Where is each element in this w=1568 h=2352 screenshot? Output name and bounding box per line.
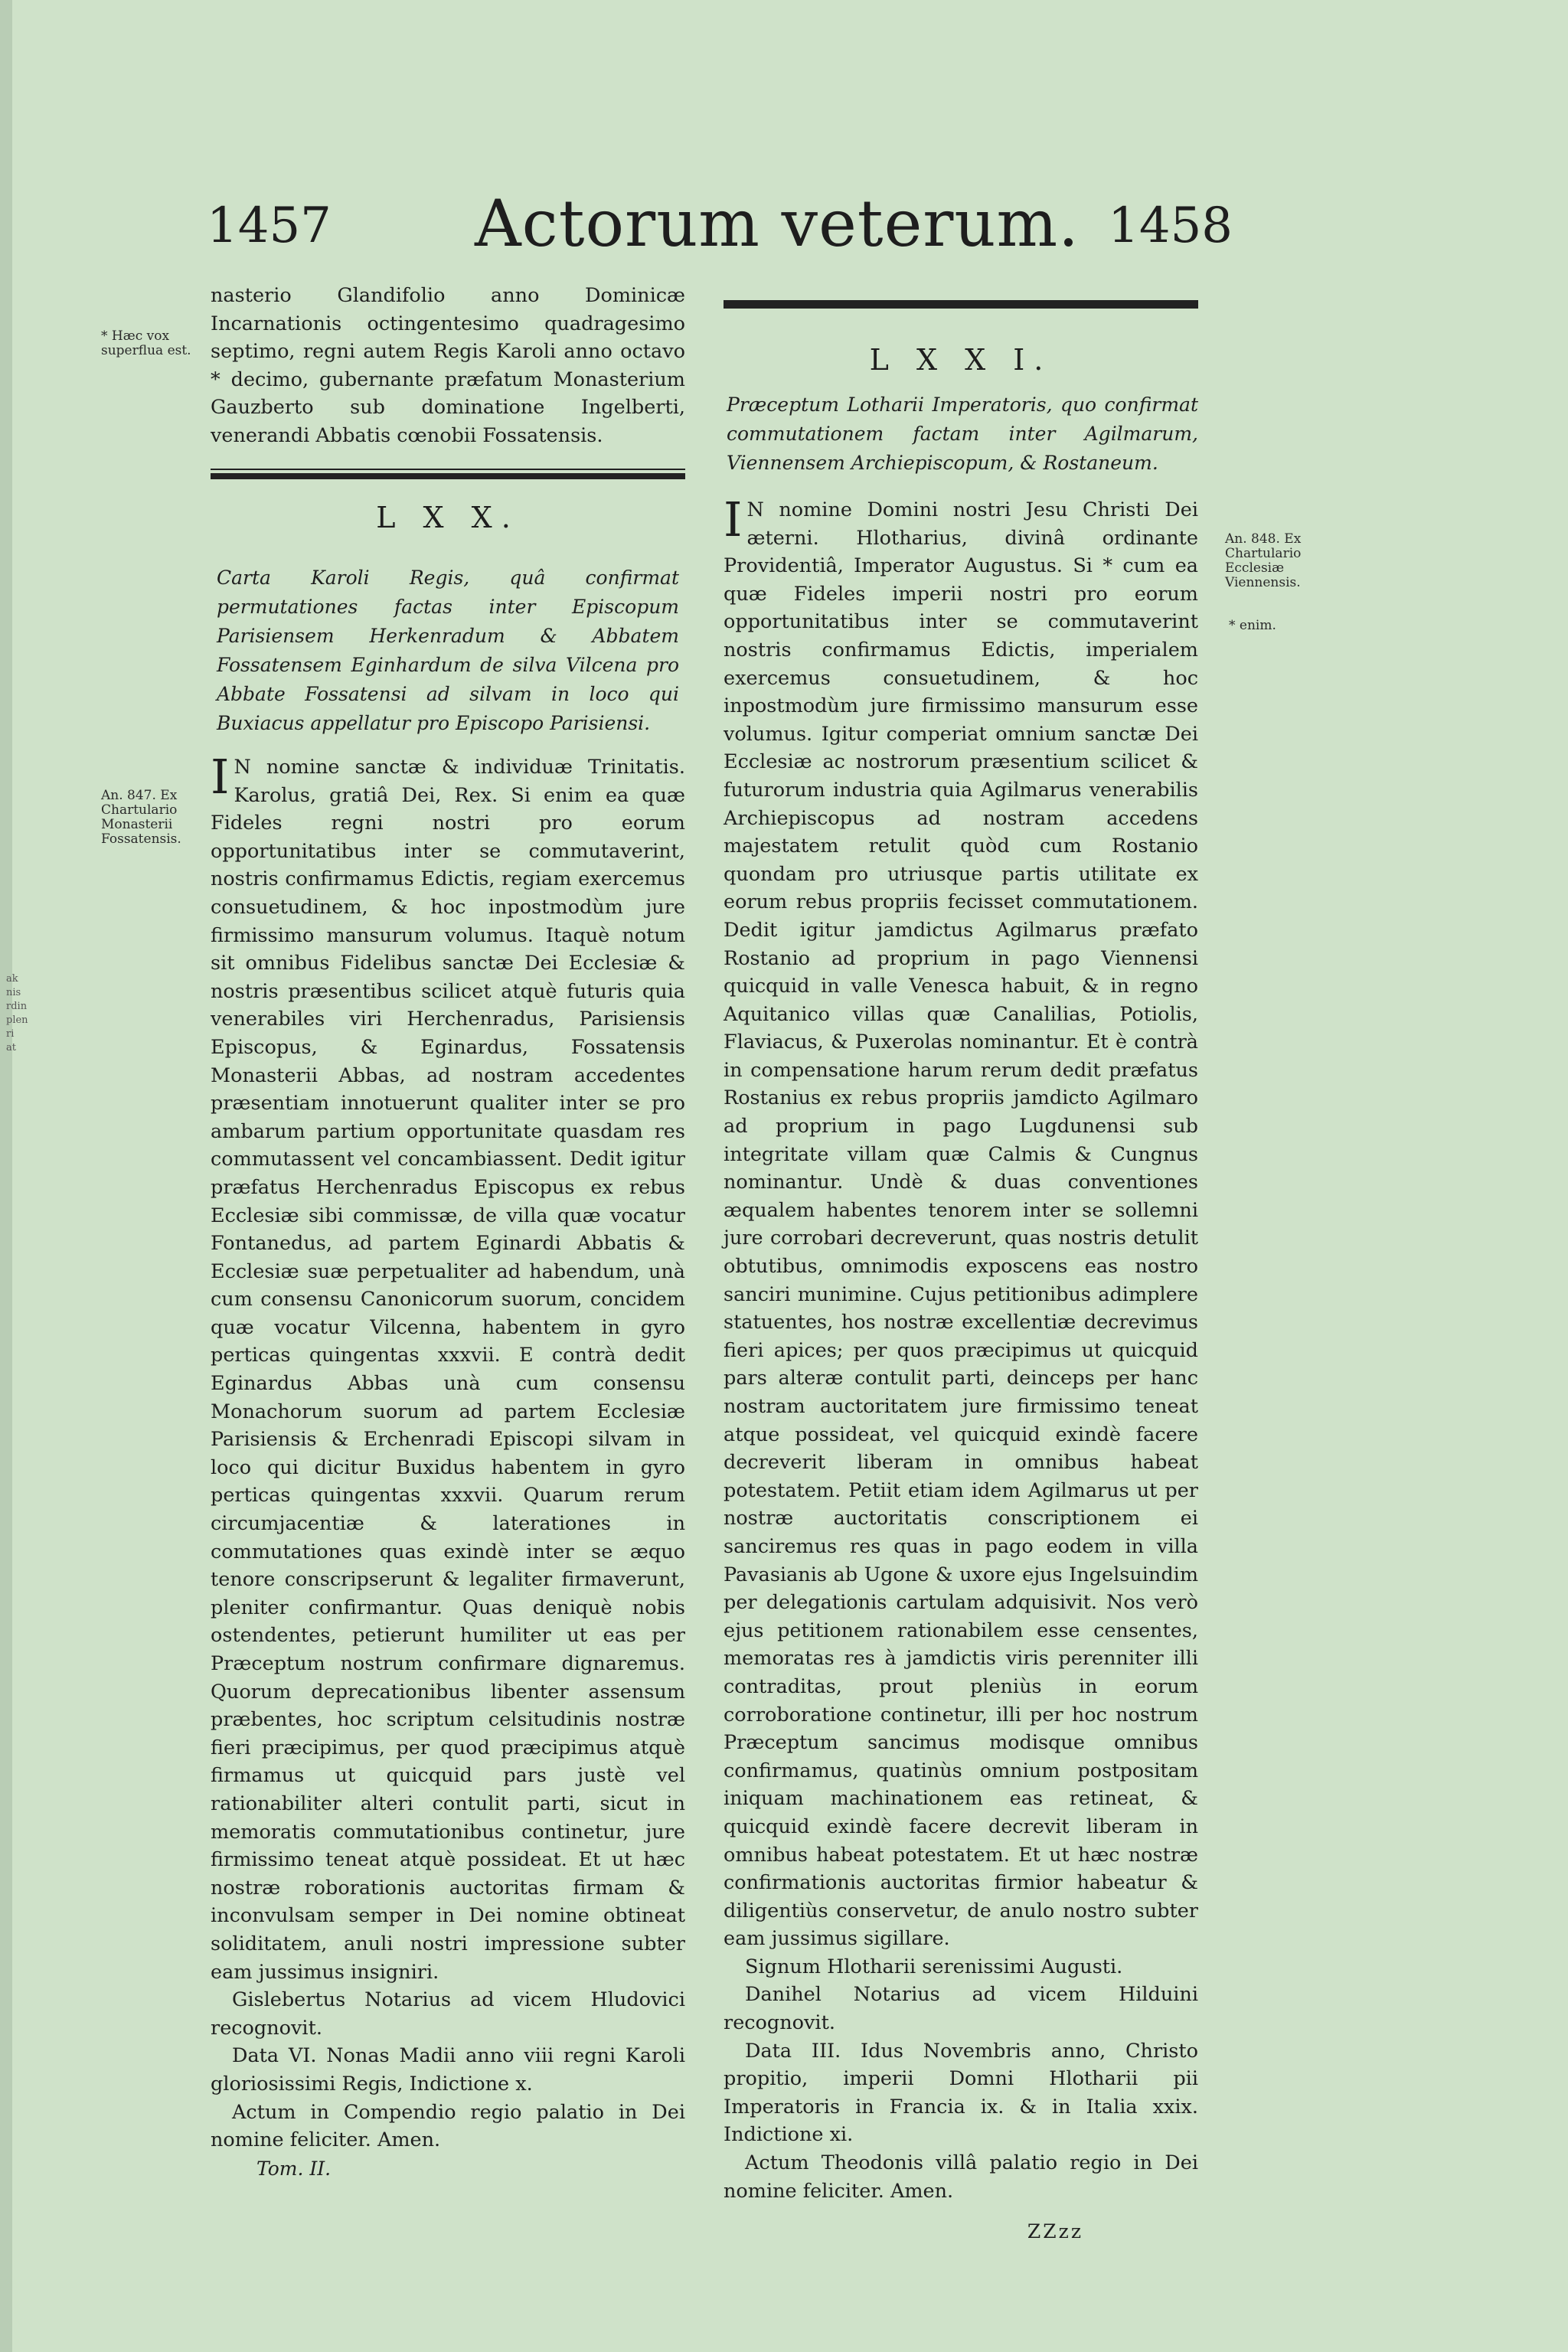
running-title: Actorum veterum. <box>475 186 1080 261</box>
closing-signum: Signum Hlotharii serenissimi Augusti. <box>745 1955 1123 1978</box>
closing-date-right: Data III. Idus Novembris anno, Christo propitio, imperii Domni Hlotharii pii Imperatoris in Francia ix. & in Italia xxix. Indictione xi. <box>724 2039 1198 2147</box>
catchword: ZZzz <box>1027 2220 1083 2243</box>
closing-date: Data VI. Nonas Madii anno viii regni Karoli gloriosissimi Regis, Indictione x. <box>211 2044 685 2096</box>
section-lxxi <box>724 345 1198 2243</box>
margin-note-an-848: An. 848. Ex Chartulario Ecclesiæ Viennensis. <box>1225 531 1302 590</box>
signature-mark: Tom. II. <box>256 2157 332 2180</box>
page-header <box>207 186 1233 276</box>
page-number-left: 1457 <box>207 198 332 254</box>
section-rule <box>211 469 685 479</box>
charter-body: N nomine sanctæ & individuæ Trinitatis. Karolus, gratiâ Dei, Rex. Si enim ea quæ Fideles regni nostri pro eorum opportunitatibus inter se commutaverint, nostris confirmamus Edictis, regiam exercemus consuetudinem, & hoc inpostmodùm jure firmissimo mansurum volumus. Itaquè notum sit omnibus Fidelibus sanctæ Dei Ecclesiæ & nostris præsentibus scilicet atquè futuris quia venerabiles viri Herchenradus, Parisiensis Episcopus, & Eginardus, Fossatensis Monasterii Abbas, ad nostram accedentes præsentiam innotuerunt qualiter inter se pro ambarum partium opportunitate quasdam res commutassent vel concambiassent. Dedit igitur præfatus Herchenradus Episcopus ex rebus Ecclesiæ sibi commissæ, de villa quæ vocatur Fontanedus, ad partem Eginardi Abbatis & Ecclesiæ suæ perpetualiter ad habendum, unà cum consensu Canonicorum suorum, concidem quæ vocatur Vilcenna, habentem in gyro perticas quingentas xxxvii. E contrà dedit Eginardus Abbas unà cum consensu Monachorum suorum ad partem Ecclesiæ Parisiensis & Erchenradi Episcopi silvam in loco qui dicitur Buxidus habentem in gyro perticas quingentas xxxvii. Quarum rerum circumjacentiæ & laterationes in commutationes quas exindè inter se æquo tenore conscripserunt & legaliter firmaverunt, pleniter confirmantur. Quas deniquè nobis ostendentes, petierunt humiliter ut eas per Præceptum nostrum confirmare dignaremus. Quorum deprecationibus libenter assensum præbentes, hoc scriptum celsitudinis nostræ fieri præcipimus, per quod præcipimus atquè firmamus ut quicquid pars justè vel rationabiliter alteri contulit parti, sicut in memoratis commutationibus continetur, jure firmissimo teneat atquè possideat. Et ut hæc nostræ roborationis auctoritas firmam & inconvulsam semper in Dei nomine obtineat soliditatem, anuli nostri impressione subter eam jussimus insigniri. <box>211 756 685 1984</box>
closing-place: Actum in Compendio regio palatio in Dei nomine feliciter. Amen. <box>211 2100 685 2152</box>
margin-note-enim: * enim. <box>1229 618 1276 633</box>
drop-cap-right: I <box>724 492 743 547</box>
continuation-text: nasterio Glandifolio anno Dominicæ Incarnationis octingentesimo quadragesimo septimo, regni autem Regis Karoli anno octavo * decimo, gubernante præfatum Monasterium Gauzberto sub dominatione Ingelberti, venerandi Abbatis cœnobii Fossatensis. <box>211 284 685 447</box>
section-title: Carta Karoli Regis, quâ confirmat permutationes factas inter Episcopum Parisiensem Herkenradum & Abbatem Fossatensem Eginhardum de silva Vilcena pro Abbate Fossatensi ad silvam in loco qui Buxiacus appellatur pro Episcopo Parisiensi. <box>217 567 679 734</box>
section-title-right: Præceptum Lotharii Imperatoris, quo confirmat commutationem factam inter Agilmarum, Viennensem Archiepiscopum, & Rostaneum. <box>727 394 1198 474</box>
margin-note-an-847: An. 847. Ex Chartulario Monasterii Fossatensis. <box>101 788 181 847</box>
drop-cap: I <box>211 749 230 805</box>
page-number-right: 1458 <box>1108 198 1233 254</box>
page-edge <box>0 0 12 2352</box>
charter-text <box>211 749 685 1986</box>
closing-place-right: Actum Theodonis villâ palatio regio in Dei nomine feliciter. Amen. <box>724 2151 1198 2203</box>
bleed-through-text: ak nis rdin plen ri at <box>6 973 28 1054</box>
precept-body: N nomine Domini nostri Jesu Christi Dei æterni. Hlotharius, divinâ ordinante Providentiâ, Imperator Augustus. Si * cum ea quæ Fideles imperii nostri pro eorum opportunitatibus inter se commutaverint nostris confirmamus Edictis, imperialem exercemus consuetudinem, & hoc inpostmodùm jure firmissimo mansurum esse volumus. Igitur comperiat omnium sanctæ Dei Ecclesiæ ac nostrorum præsentium scilicet & futurorum industria quia Agilmarus venerabilis Archiepiscopus ad nostram accedens majestatem retulit quòd cum Rostanio quondam pro utriusque partis utilitate ex eorum rebus propriis fecisset commutationem. Dedit igitur jamdictus Agilmarus præfato Rostanio ad proprium in pago Viennensi quicquid in valle Venesca habuit, & in regno Aquitanico villas quæ Canalilias, Potiolis, Flaviacus, & Puxerolas nominantur. Et è contrà in compensatione harum rerum dedit præfatus Rostanius ex rebus propriis jamdicto Agilmaro ad proprium in pago Lugdunensi sub integritate villam quæ Calmis & Cungnus nominantur. Undè & duas conventiones æqualem habentes tenorem inter se sollemni jure corrobari decreverunt, quas nostris detulit obtutibus, omnimodis exposcens eas nostro sanciri munimine. Cujus petitionibus adimplere statuentes, hos nostræ excellentiæ decrevimus fieri apices; per quos præcipimus ut quicquid pars alteræ contulit parti, deinceps per hanc nostram auctoritatem jure firmissimo teneat atque possideat, vel quicquid exindè facere decreverit liberam in omnibus habeat potestatem. Petiit etiam idem Agilmarus ut per nostræ auctoritatis conscriptionem ei sanciremus res quas in pago eodem in villa Pavasianis ab Ugone & uxore ejus Ingelsuindim per delegationis cartulam adquisivit. Nos verò ejus petitionem rationabilem esse censentes, memoratas res à jamdictis viris perenniter illi contraditas, prout pleniùs in eorum corroboratione continetur, illi per hoc nostrum Præceptum sancimus modisque omnibus confirmamus, quatinùs omnium postpositam iniquam machinationem eas retineat, & quicquid exindè facere decrevit liberam in omnibus habeat potestatem. Et ut hæc nostræ confirmationis auctoritas firmior habeatur & diligentiùs conservetur, de anulo nostro subter eam jussimus sigillare. <box>724 498 1198 1951</box>
closing-notary: Gislebertus Notarius ad vicem Hludovici recognovit. <box>211 1988 685 2040</box>
precept-text <box>724 492 1198 1953</box>
closing-notary-right: Danihel Notarius ad vicem Hilduini recognovit. <box>724 1983 1198 2035</box>
section-lxx <box>211 502 685 2180</box>
section-rule-right <box>724 300 1198 312</box>
margin-note-superflua: * Hæc vox superflua est. <box>101 328 191 358</box>
section-number-right: L X X I. <box>869 343 1053 377</box>
section-number: L X X. <box>376 501 520 534</box>
left-column <box>211 282 685 450</box>
